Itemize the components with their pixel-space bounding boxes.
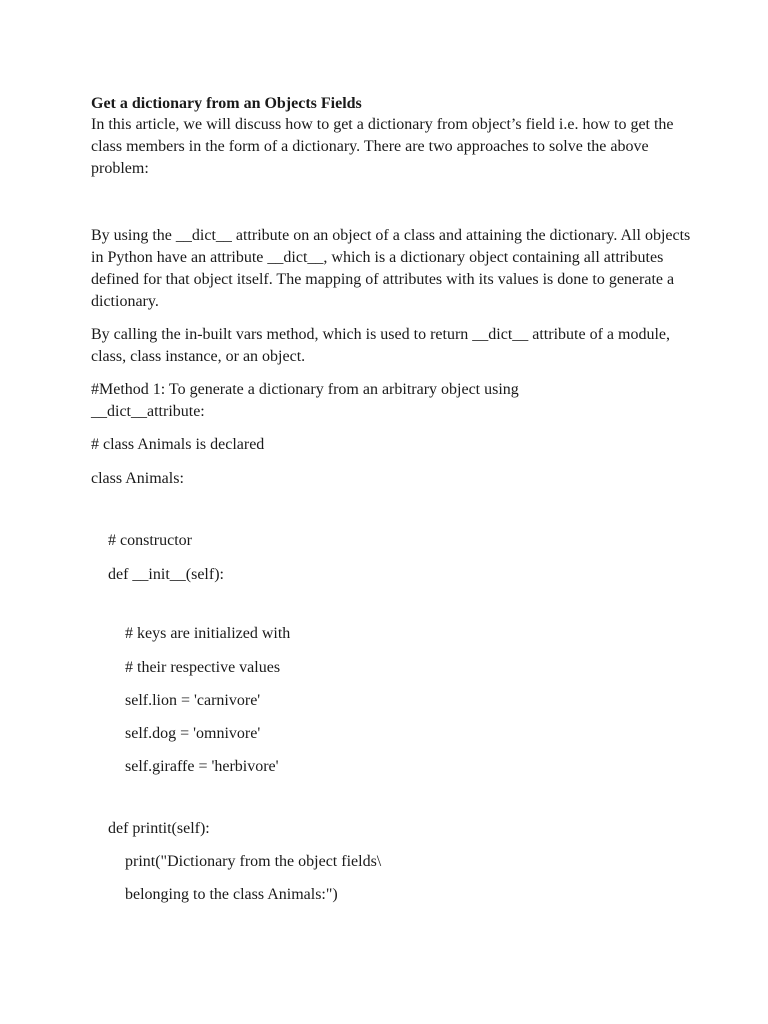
code-line: # constructor [108,532,192,549]
intro-paragraph: In this article, we will discuss how to get a dictionary from object’s field i.e. how to get the class members in the form of a dictionary. There are two approaches to solve the above problem: [91,116,674,177]
code-line: self.lion = 'carnivore' [125,692,261,709]
code-line: # class Animals is declared [91,436,265,453]
approach-1-paragraph: By using the __dict__ attribute on an object of a class and attaining the dictionary. All objects in Python have an attribute __dict__, which is a dictionary object containing all attributes defined for that object itself. The mapping of attributes with its values is done to generate a dictionary. [91,227,691,310]
code-line: # their respective values [125,659,281,676]
code-line: self.giraffe = 'herbivore' [125,758,279,775]
code-line: self.dog = 'omnivore' [125,725,261,742]
method-1-heading: #Method 1: To generate a dictionary from an arbitrary object using __dict__attribute: [91,381,519,420]
article-title: Get a dictionary from an Objects Fields [91,95,362,112]
code-line: belonging to the class Animals:") [125,886,338,903]
code-line: def printit(self): [108,820,210,837]
code-line: class Animals: [91,470,184,487]
code-line: print("Dictionary from the object fields\ [125,853,382,870]
code-line: def __init__(self): [108,566,224,583]
code-line: # keys are initialized with [125,625,291,642]
approach-2-paragraph: By calling the in-built vars method, which is used to return __dict__ attribute of a module, class, class instance, or an object. [91,326,670,365]
